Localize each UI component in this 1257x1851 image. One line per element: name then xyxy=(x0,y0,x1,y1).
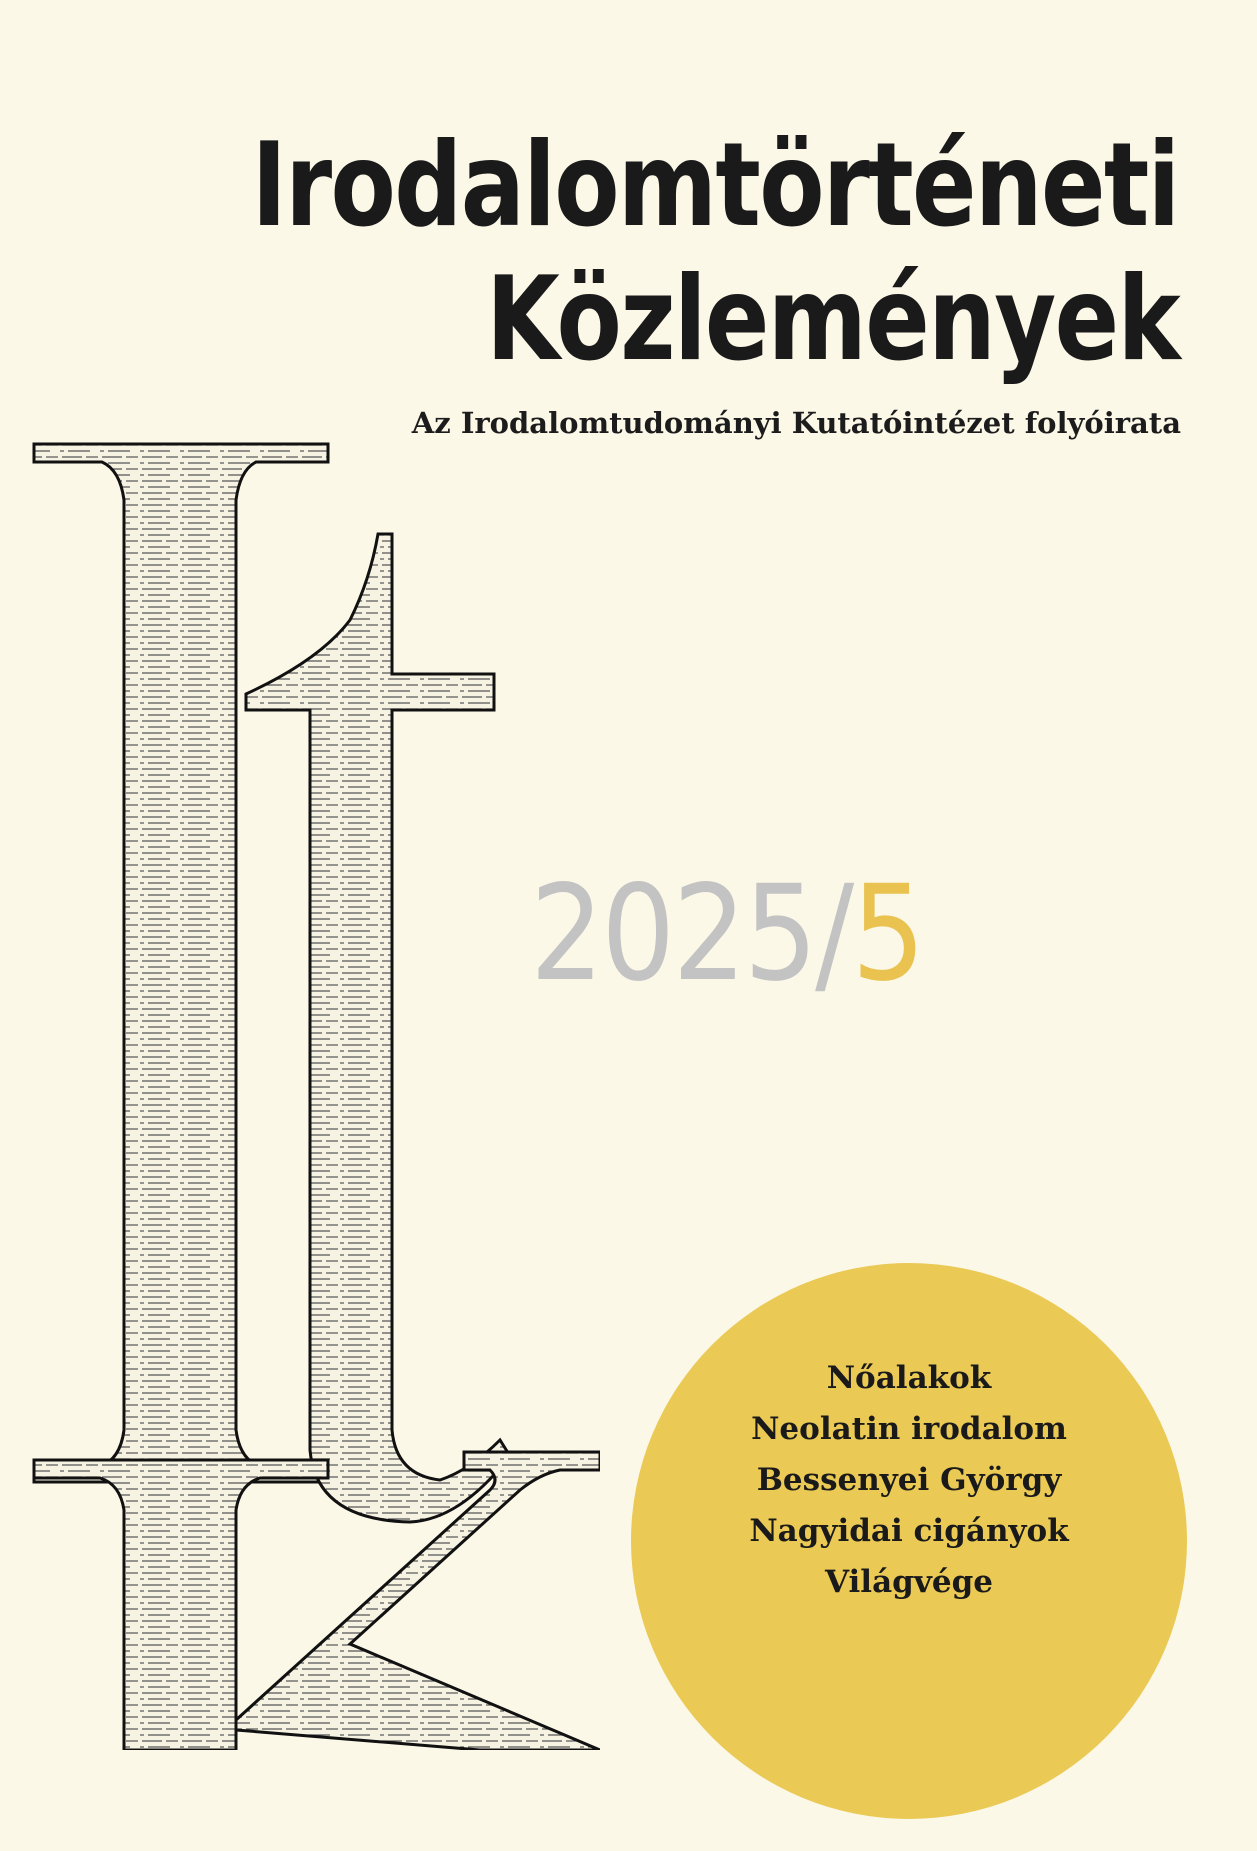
issue-no: 5 xyxy=(851,857,923,1011)
topic-item: Bessenyei György xyxy=(756,1462,1062,1498)
topic-item: Világvége xyxy=(825,1564,993,1600)
journal-subtitle: Az Irodalomtudományi Kutatóintézet folyóirata xyxy=(411,406,1181,440)
journal-title-line-1: Irodalomtörténeti xyxy=(251,118,1179,253)
issue-separator: / xyxy=(815,857,852,1011)
itk-monogram-logo xyxy=(20,430,600,1750)
issue-year: 2025 xyxy=(530,857,816,1011)
logo-letter-i xyxy=(34,444,328,1482)
topic-item: Nőalakok xyxy=(826,1360,992,1396)
journal-title-line-2: Közlemények xyxy=(486,252,1179,387)
topic-item: Neolatin irodalom xyxy=(751,1411,1067,1447)
topics-list xyxy=(631,1353,1187,1608)
logo-letter-t xyxy=(246,534,510,1522)
issue-number xyxy=(530,857,923,1011)
topic-item: Nagyidai cigányok xyxy=(749,1513,1069,1549)
